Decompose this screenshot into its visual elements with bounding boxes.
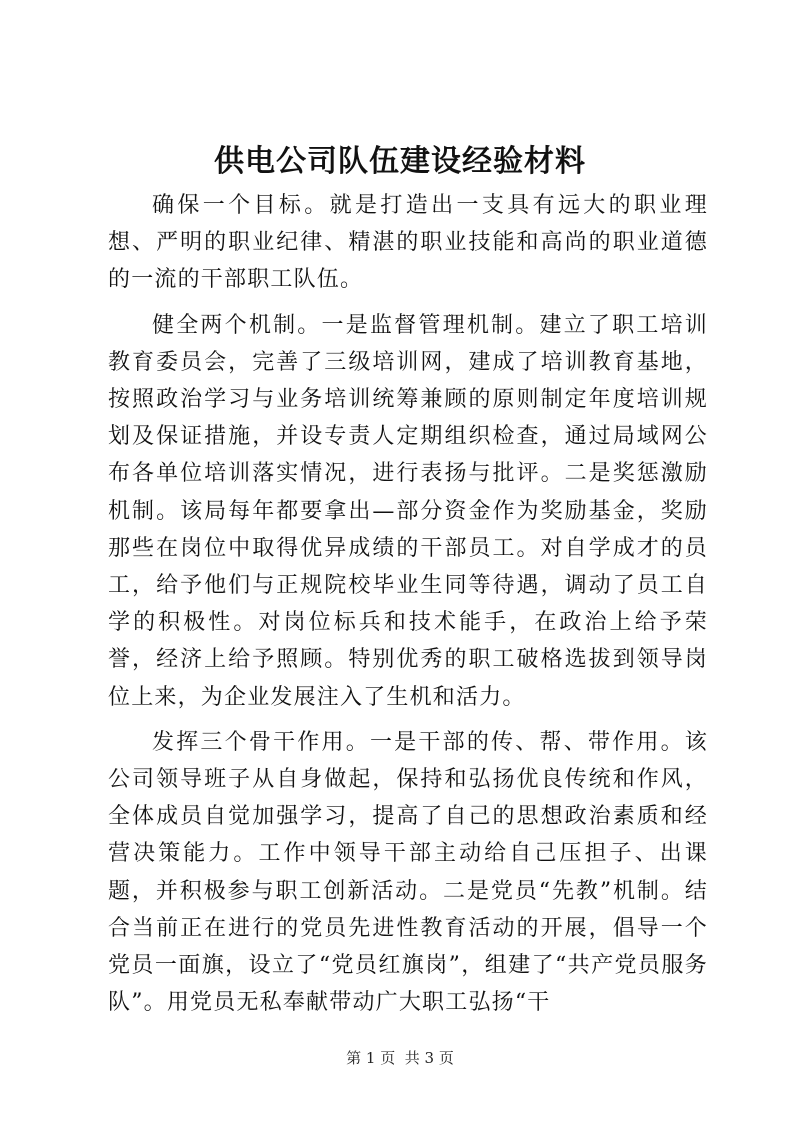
page-footer — [0, 1048, 800, 1068]
paragraph-mechanisms: 健全两个机制。一是监督管理机制。建立了职工培训教育委员会，完善了三级培训网，建成了培训教育基地，按照政治学习与业务培训统筹兼顾的原则制定年度培训规划及保证措施，并设专责人定期组织检查，通过局域网公布各单位培训落实情况，进行表扬与批评。二是奖惩激励机制。该局每年都要拿出—部分资金作为奖励基金，奖励那些在岗位中取得优异成绩的干部员工。对自学成才的员工，给予他们与正规院校毕业生同等待遇，调动了员工自学的积极性。对岗位标兵和技术能手，在政治上给予荣誉，经济上给予照顾。特别优秀的职工破格选拔到领导岗位上来，为企业发展注入了生机和活力。 — [108, 312, 708, 710]
paragraph-backbone-roles: 发挥三个骨干作用。一是干部的传、帮、带作用。该公司领导班子从自身做起，保持和弘扬优良传统和作风，全体成员自觉加强学习，提高了自己的思想政治素质和经营决策能力。工作中领导干部主动给自己压担子、出课题，并积极参与职工创新活动。二是党员“先教”机制。结合当前正在进行的党员先进性教育活动的开展，倡导一个党员一面旗，设立了“党员红旗岗”，组建了“共产党员服务队”。用党员无私奉献带动广大职工弘扬“干 — [108, 729, 708, 1016]
document-title: 供电公司队伍建设经验材料 — [214, 144, 586, 179]
document-body — [108, 187, 708, 1029]
paragraph-goal: 确保一个目标。就是打造出一支具有远大的职业理想、严明的职业纪律、精湛的职业技能和高尚的职业道德的一流的干部职工队伍。 — [108, 193, 708, 293]
page-number-label: 第 1 页 共 3 页 — [346, 1049, 454, 1067]
